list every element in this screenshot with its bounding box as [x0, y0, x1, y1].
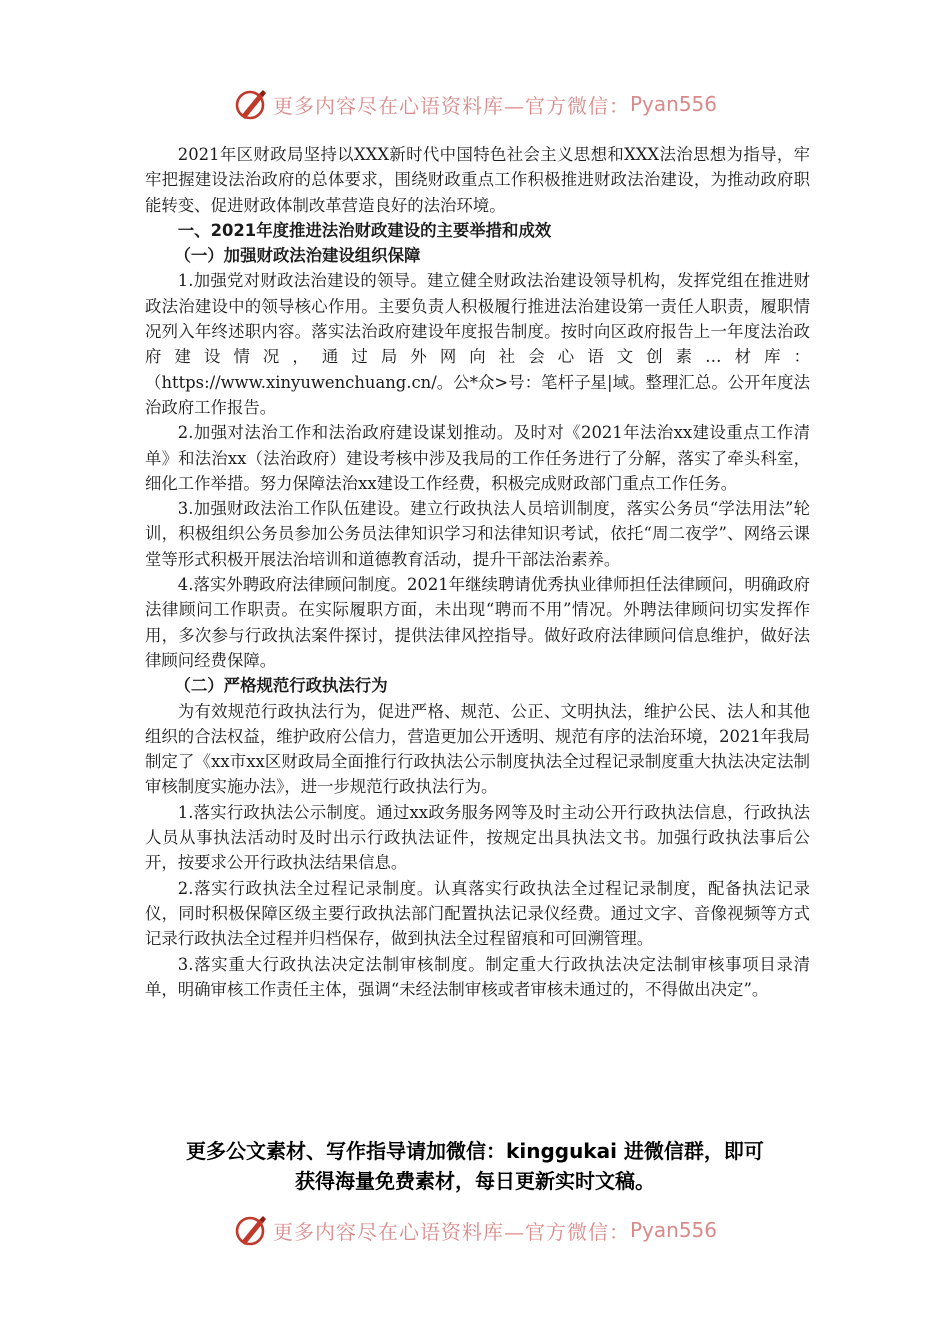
subsection-2-intro: 为有效规范行政执法行为，促进严格、规范、公正、文明执法，维护公民、法人和其他组织的合法权益，维护政府公信力，营造更加公开透明、规范有序的法治环境，2021年我局制定了《xx市xx区财政局全面推行行政执法公示制度执法全过程记录制度重大执法决定法制审核制度实施办法》，进一步规范行政执法行为。	[145, 701, 810, 797]
promo-line-1: 更多公文素材、写作指导请加微信：kinggukai 进微信群，即可	[186, 1139, 764, 1163]
footer-banner-wechat: Pyan556	[629, 1218, 717, 1242]
subsection-2-heading: （二）严格规范行政执法行为	[174, 676, 388, 696]
pen-logo-icon	[233, 86, 269, 122]
subsection-1-paragraph-4: 4.落实外聘政府法律顾问制度。2021年继续聘请优秀执业律师担任法律顾问，明确政府法律顾问工作职责。在实际履职方面，未出现“聘而不用”情况。外聘法律顾问切实发挥作用，多次参与行政执法案件探讨，提供法律风控指导。做好政府法律顾问信息维护，做好法律顾问经费保障。	[145, 575, 810, 670]
document-body	[145, 142, 810, 1002]
section-1-heading: 一、2021年度推进法治财政建设的主要举措和成效	[177, 220, 552, 240]
subsection-1-heading: （一）加强财政法治建设组织保障	[174, 246, 421, 266]
subsection-2-paragraph-3: 3.落实重大行政执法决定法制审核制度。制定重大行政执法决定法制审核事项目录清单，明确审核工作责任主体，强调“未经法制审核或者审核未通过的，不得做出决定”。	[145, 954, 810, 999]
promo-line-2: 获得海量免费素材，每日更新实时文稿。	[295, 1169, 655, 1193]
footer-banner	[0, 1210, 950, 1250]
pen-logo-icon	[233, 1212, 269, 1248]
subsection-2-paragraph-2: 2.落实行政执法全过程记录制度。认真落实行政执法全过程记录制度，配备执法记录仪，同时积极保障区级主要行政执法部门配置执法记录仪经费。通过文字、音像视频等方式记录行政执法全过程并归档保存，做到执法全过程留痕和可回溯管理。	[145, 878, 810, 949]
header-banner-wechat: Pyan556	[629, 92, 717, 116]
footer-banner-text: 更多内容尽在心语资料库—官方微信：	[272, 1219, 630, 1244]
subsection-1-paragraph-2: 2.加强对法治工作和法治政府建设谋划推动。及时对《2021年法治xx建设重点工作清单》和法治xx（法治政府）建设考核中涉及我局的工作任务进行了分解，落实了牵头科室，细化工作举措。努力保障法治xx建设工作经费，积极完成财政部门重点工作任务。	[145, 423, 810, 493]
intro-paragraph: 2021年区财政局坚持以XXX新时代中国特色社会主义思想和XXX法治思想为指导，牢牢把握建设法治政府的总体要求，围绕财政重点工作积极推进财政法治建设，为推动政府职能转变、促进财政体制改革营造良好的法治环境。	[145, 145, 810, 215]
header-banner-text: 更多内容尽在心语资料库—官方微信：	[272, 93, 630, 118]
subsection-1-paragraph-3: 3.加强财政法治工作队伍建设。建立行政执法人员培训制度，落实公务员“学法用法”轮训，积极组织公务员参加公务员法律知识学习和法律知识考试，依托“周二夜学”、网络云课堂等形式积极开展法治培训和道德教育活动，提升干部法治素养。	[145, 499, 810, 569]
header-banner	[0, 84, 950, 124]
promo-block	[0, 1136, 950, 1196]
subsection-1-paragraph-1: 1.加强党对财政法治建设的领导。建立健全财政法治建设领导机构，发挥党组在推进财政法治建设中的领导核心作用。主要负责人积极履行推进法治建设第一责任人职责，履职情况列入年终述职内容。落实法治政府建设年度报告制度。按时向区政府报告上一年度法治政府建设情况，通过局外网向社会心语文创素…材库：（https://www.xinyuwenchuang.cn/。公*众>号：笔杆子星|域。整理汇总。公开年度法治政府工作报告。	[145, 271, 810, 417]
subsection-2-paragraph-1: 1.落实行政执法公示制度。通过xx政务服务网等及时主动公开行政执法信息，行政执法人员从事执法活动时及时出示行政执法证件，按规定出具执法文书。加强行政执法事后公开，按要求公开行政执法结果信息。	[145, 802, 810, 873]
